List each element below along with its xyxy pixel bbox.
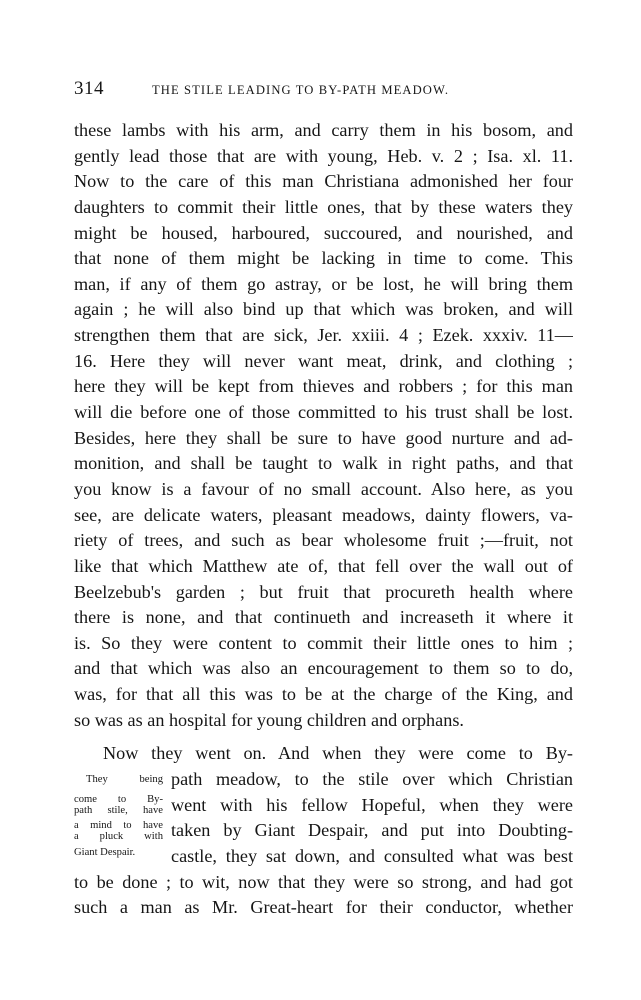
text-line: taken by Giant Despair, and put into Doubting-: [171, 820, 573, 841]
text-line: these lambs with his arm, and carry them in his bosom, and: [74, 120, 573, 140]
text-line-with-margin: [74, 844, 573, 870]
text-line: strengthen them that are sick, Jer. xxiii. 4 ; Ezek. xxxiv. 11—: [74, 325, 573, 346]
paragraph-2: [74, 741, 573, 920]
text-line: there is none, and that continueth and increaseth it where it: [74, 607, 573, 628]
text-line: daughters to commit their little ones, that by these waters they: [74, 196, 573, 217]
text-line: 16. Here they will never want meat, drink, and clothing ;: [74, 350, 573, 371]
text-line: will die before one of those committed to his trust shall be lost.: [74, 402, 573, 423]
running-head: THE STILE LEADING TO BY-PATH MEADOW.: [152, 83, 450, 97]
text-line: gently lead those that are with young, Heb. v. 2 ; Isa. xl. 11.: [74, 145, 573, 166]
text-line: riety of trees, and such as bear wholesome fruit ;—fruit, not: [74, 530, 573, 551]
side-note-line: Giant Despair.: [74, 846, 136, 858]
text-line: man, if any of them go astray, or be lost, he will bring them: [74, 273, 573, 294]
page-header: [74, 78, 574, 104]
side-note-line: path stile, have: [74, 805, 163, 817]
text-line: and that which was also an encouragement to them so to do,: [74, 658, 573, 679]
text-line-with-margin: [74, 818, 573, 844]
text-line: Now to the care of this man Christiana admonished her four: [74, 171, 573, 192]
text-line: castle, they sat down, and consulted what was best: [171, 845, 573, 866]
page-number: 314: [74, 78, 104, 99]
side-note-stack: [74, 820, 163, 842]
text-line: Besides, here they shall be sure to have good nurture and ad-: [74, 427, 573, 448]
paragraph-1: [74, 118, 573, 733]
side-note-stack: [74, 794, 163, 816]
side-note-line: a mind to have: [74, 820, 163, 832]
text-line: like that which Matthew ate of, that fell over the wall out of: [74, 555, 573, 576]
text-line: Beelzebub's garden ; but fruit that procureth health where: [74, 581, 573, 602]
text-line: such a man as Mr. Great-heart for their conductor, whether: [74, 897, 573, 918]
text-line: that none of them might be lacking in time to come. This: [74, 248, 573, 269]
text-line: Now they went on. And when they were come to By-: [103, 743, 573, 764]
text-line: so was as an hospital for young children and orphans.: [74, 709, 464, 730]
side-note-line: come to By-: [74, 794, 163, 806]
text-line: path meadow, to the stile over which Christian: [171, 769, 573, 790]
text-line: here they will be kept from thieves and robbers ; for this man: [74, 376, 573, 397]
text-line: again ; he will also bind up that which was broken, and will: [74, 299, 573, 320]
text-line: went with his fellow Hopeful, when they were: [171, 794, 573, 815]
side-note-line: They being: [86, 774, 163, 786]
text-line: was, for that all this was to be at the charge of the King, and: [74, 684, 573, 705]
text-line: monition, and shall be taught to walk in right paths, and that: [74, 453, 573, 474]
text-line: see, are delicate waters, pleasant meadows, dainty flowers, va-: [74, 504, 573, 525]
text-line: to be done ; to wit, now that they were so strong, and had got: [74, 871, 573, 892]
text-line: might be housed, harboured, succoured, and nourished, and: [74, 222, 573, 243]
marginal-block: [74, 767, 573, 870]
text-line-with-margin: [74, 767, 573, 793]
text-line-with-margin: [74, 793, 573, 819]
side-note-line: a pluck with: [74, 831, 163, 843]
text-line: you know is a favour of no small account. Also here, as you: [74, 478, 573, 499]
main-text: [74, 118, 573, 921]
paragraph-gap: [74, 733, 573, 741]
text-line: is. So they were content to commit their little ones to him ;: [74, 632, 573, 653]
